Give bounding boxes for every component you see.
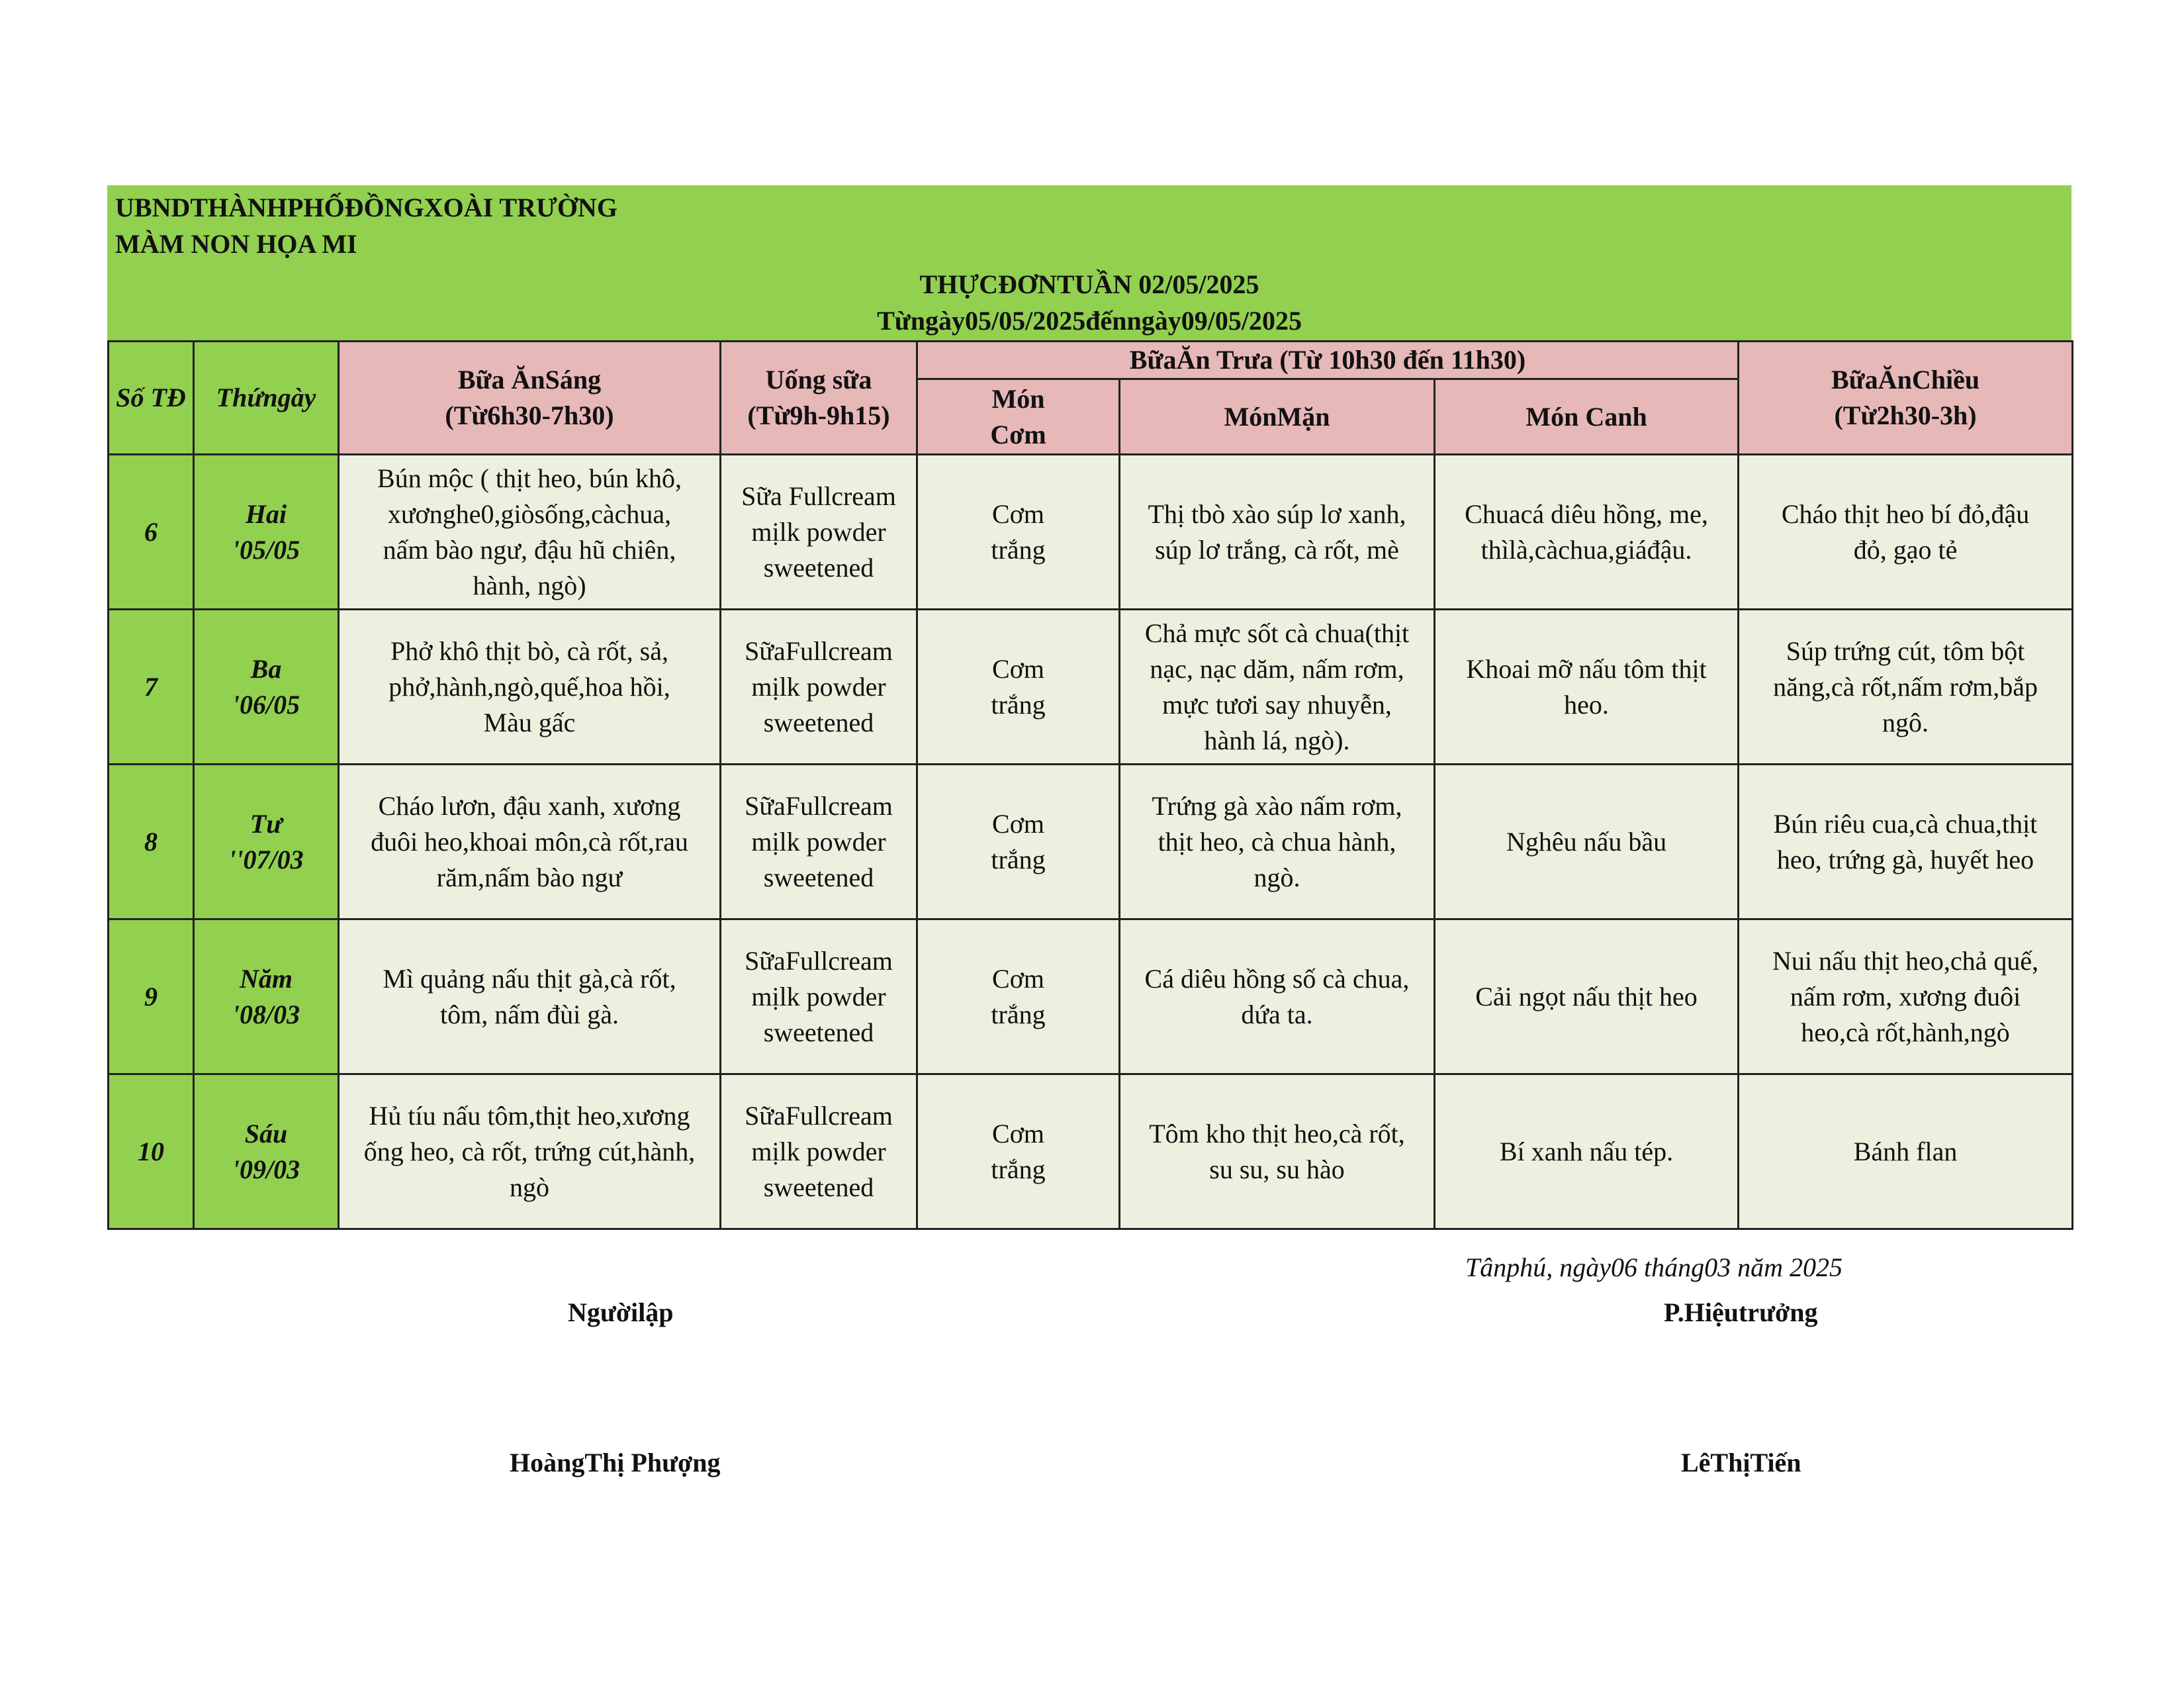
soup-cell [1435, 455, 1739, 610]
soup-cell [1435, 765, 1739, 919]
header-line: Món [991, 383, 1045, 414]
cell-line: Nghêu nấu bầu [1506, 826, 1667, 857]
header-line: (Từ6h30-7h30) [445, 400, 614, 430]
cell-line: thìlà,càchua,giáđậu. [1480, 534, 1692, 565]
cell-line: Chuacá diêu hồng, me, [1465, 498, 1708, 529]
cell-line: Cơm [992, 963, 1044, 994]
cell-line: ngò [510, 1172, 549, 1202]
afternoon-cell [1739, 610, 2073, 765]
cell-line: Trứng gà xào nấm rơm, [1152, 790, 1402, 821]
cell-line: SữaFullcream [745, 635, 893, 666]
cell-line: Bún riêu cua,cà chua,thịt [1773, 808, 2038, 839]
cell-line: heo,cà rốt,hành,ngò [1801, 1017, 2010, 1047]
org-line-2: MÀM NON HỌA MI [115, 229, 357, 259]
cell-line: mịlk powder [751, 516, 886, 547]
table-row [109, 455, 2073, 610]
cell-line: heo, trứng gà, huyết heo [1776, 844, 2034, 874]
afternoon-cell [1739, 919, 2073, 1074]
cell-line: Cháo lươn, đậu xanh, xương [378, 790, 681, 821]
main-dish-cell [1120, 610, 1435, 765]
cell-line: Cơm [992, 808, 1044, 839]
cell-line: SữaFullcream [745, 790, 893, 821]
weekday-date-cell [194, 765, 339, 919]
breakfast-cell [339, 765, 721, 919]
main-dish-cell [1120, 765, 1435, 919]
afternoon-cell [1739, 455, 2073, 610]
cell-line: Phở khô thịt bò, cà rốt, sả, [390, 635, 668, 666]
cell-line: mịlk powder [751, 826, 886, 857]
header-line: Uống sữa [765, 365, 872, 395]
cell-line: SữaFullcream [745, 1100, 893, 1131]
weekday-label: Ba [250, 653, 282, 684]
rice-cell [917, 610, 1120, 765]
cell-line: su su, su hào [1209, 1154, 1345, 1184]
cell-line: năng,cà rốt,nấm rơm,bắp [1773, 671, 2038, 702]
rice-cell [917, 919, 1120, 1074]
header-line: Bữa ĂnSáng [457, 365, 602, 395]
cell-line: xươnghe0,giòsống,càchua, [387, 498, 672, 529]
cell-line: trắng [991, 844, 1046, 874]
table-row [109, 919, 2073, 1074]
signing-date: Tânphú, ngày06 tháng03 năm 2025 [1465, 1252, 1843, 1282]
col-header-bua-sang [339, 342, 721, 455]
afternoon-cell [1739, 1074, 2073, 1229]
cell-line: Bún mộc ( thịt heo, bún khô, [377, 463, 682, 493]
milk-cell [721, 765, 917, 919]
menu-date-range: Từngày05/05/2025đếnngày09/05/2025 [877, 306, 1302, 336]
day-number-cell: 6 [109, 455, 194, 610]
cell-line: súp lơ trắng, cà rốt, mè [1155, 534, 1399, 565]
cell-line: dứa ta. [1241, 999, 1313, 1029]
weekday-label: Sáu [244, 1118, 288, 1149]
cell-line: hành, ngò) [473, 570, 586, 600]
menu-body [109, 455, 2073, 1229]
cell-line: trắng [991, 999, 1046, 1029]
cell-line: nấm bào ngư, đậu hũ chiên, [383, 534, 676, 565]
header-line: Cơm [990, 419, 1046, 449]
cell-line: Cháo thịt heo bí đỏ,đậu [1781, 498, 2030, 529]
cell-line: Tôm kho thịt heo,cà rốt, [1149, 1118, 1405, 1149]
title-block [107, 266, 2071, 339]
cell-line: Sữa Fullcream [741, 481, 896, 511]
cell-line: SữaFullcream [745, 945, 893, 976]
soup-cell [1435, 610, 1739, 765]
cell-line: nạc, nạc dăm, nấm rơm, [1150, 653, 1404, 684]
col-header-uong-sua [721, 342, 917, 455]
cell-line: Bí xanh nấu tép. [1499, 1136, 1674, 1166]
table-row [109, 610, 2073, 765]
cell-line: Cơm [992, 1118, 1044, 1149]
breakfast-cell [339, 1074, 721, 1229]
cell-line: mực tươi say nhuyễn, [1162, 689, 1392, 720]
cell-line: ngò. [1253, 862, 1300, 892]
date-label: ''07/03 [228, 844, 304, 874]
col-header-so-td: Số TĐ [109, 342, 194, 455]
weekday-date-cell [194, 455, 339, 610]
cell-line: ngô. [1882, 707, 1929, 737]
org-line-1: UBNDTHÀNHPHỐĐỒNGXOÀI TRƯỜNG [115, 193, 617, 222]
weekday-date-cell [194, 919, 339, 1074]
cell-line: phở,hành,ngò,quế,hoa hồi, [388, 671, 670, 702]
afternoon-cell [1739, 765, 2073, 919]
header-banner [107, 185, 2071, 340]
cell-line: sweetened [763, 1172, 874, 1202]
main-dish-cell [1120, 455, 1435, 610]
cell-line: trắng [991, 689, 1046, 720]
cell-line: Nui nấu thịt heo,chả quế, [1772, 945, 2039, 976]
cell-line: sweetened [763, 862, 874, 892]
cell-line: thịt heo, cà chua hành, [1158, 826, 1396, 857]
day-number-cell: 7 [109, 610, 194, 765]
milk-cell [721, 1074, 917, 1229]
col-header-bua-chieu [1739, 342, 2073, 455]
breakfast-cell [339, 919, 721, 1074]
cell-line: Cá diêu hồng số cà chua, [1144, 963, 1410, 994]
cell-line: trắng [991, 1154, 1046, 1184]
weekday-label: Năm [240, 963, 293, 994]
principal-role: P.Hiệutrưởng [1664, 1297, 1818, 1327]
table-row [109, 765, 2073, 919]
cell-line: mịlk powder [751, 671, 886, 702]
cell-line: Màu gấc [483, 707, 576, 737]
cell-line: sweetened [763, 1017, 874, 1047]
cell-line: Mì quảng nấu thịt gà,cà rốt, [383, 963, 676, 994]
rice-cell [917, 1074, 1120, 1229]
table-row [109, 1074, 2073, 1229]
weekday-date-cell [194, 1074, 339, 1229]
organization-name [115, 189, 617, 262]
cell-line: mịlk powder [751, 1136, 886, 1166]
cell-line: nấm rơm, xương đuôi [1790, 981, 2021, 1011]
menu-title: THỰCĐƠNTUẦN 02/05/2025 [919, 269, 1259, 299]
soup-cell [1435, 919, 1739, 1074]
col-header-mon-man: MónMặn [1120, 379, 1435, 455]
preparer-name: HoàngThị Phượng [510, 1448, 721, 1477]
date-label: '09/03 [232, 1154, 300, 1184]
cell-line: sweetened [763, 552, 874, 583]
header-line: (Từ2h30-3h) [1834, 400, 1977, 430]
cell-line: Khoai mỡ nấu tôm thịt [1466, 653, 1707, 684]
cell-line: đuôi heo,khoai môn,cà rốt,rau [371, 826, 688, 857]
menu-table [107, 340, 2073, 1230]
cell-line: răm,nấm bào ngư [436, 862, 623, 892]
rice-cell [917, 765, 1120, 919]
cell-line: ống heo, cà rốt, trứng cút,hành, [363, 1136, 696, 1166]
col-header-mon-canh: Món Canh [1435, 379, 1739, 455]
cell-line: mịlk powder [751, 981, 886, 1011]
cell-line: Bánh flan [1853, 1136, 1958, 1166]
milk-cell [721, 919, 917, 1074]
header-line: (Từ9h-9h15) [747, 400, 890, 430]
day-number-cell: 10 [109, 1074, 194, 1229]
cell-line: Cơm [992, 498, 1044, 529]
soup-cell [1435, 1074, 1739, 1229]
breakfast-cell [339, 455, 721, 610]
date-label: '05/05 [232, 534, 300, 565]
milk-cell [721, 610, 917, 765]
cell-line: hành lá, ngò). [1204, 725, 1350, 755]
cell-line: trắng [991, 534, 1046, 565]
milk-cell [721, 455, 917, 610]
cell-line: Hủ tíu nấu tôm,thịt heo,xương [369, 1100, 690, 1131]
cell-line: đỏ, gạo tẻ [1853, 534, 1958, 565]
cell-line: Chả mực sốt cà chua(thịt [1144, 618, 1410, 648]
rice-cell [917, 455, 1120, 610]
cell-line: heo. [1564, 689, 1609, 720]
cell-line: Cơm [992, 653, 1044, 684]
header-line: BữaĂnChiều [1831, 365, 1980, 395]
cell-line: Cải ngọt nấu thịt heo [1475, 981, 1698, 1011]
col-header-mon-com [917, 379, 1120, 455]
cell-line: tôm, nấm đùi gà. [440, 999, 619, 1029]
cell-line: Thị tbò xào súp lơ xanh, [1148, 498, 1406, 529]
main-dish-cell [1120, 1074, 1435, 1229]
weekday-date-cell [194, 610, 339, 765]
cell-line: Súp trứng cút, tôm bột [1786, 635, 2025, 666]
col-header-thu-ngay: Thứngày [194, 342, 339, 455]
date-label: '08/03 [232, 999, 300, 1029]
weekday-label: Hai [245, 498, 287, 529]
day-number-cell: 8 [109, 765, 194, 919]
breakfast-cell [339, 610, 721, 765]
cell-line: sweetened [763, 707, 874, 737]
principal-name: LêThịTiến [1681, 1448, 1801, 1477]
col-header-bua-trua: BữaĂn Trưa (Từ 10h30 đến 11h30) [917, 342, 1739, 379]
weekday-label: Tư [250, 808, 283, 839]
date-label: '06/05 [232, 689, 300, 720]
main-dish-cell [1120, 919, 1435, 1074]
day-number-cell: 9 [109, 919, 194, 1074]
preparer-role: Ngườilập [568, 1297, 674, 1327]
menu-sheet [107, 185, 2071, 1230]
